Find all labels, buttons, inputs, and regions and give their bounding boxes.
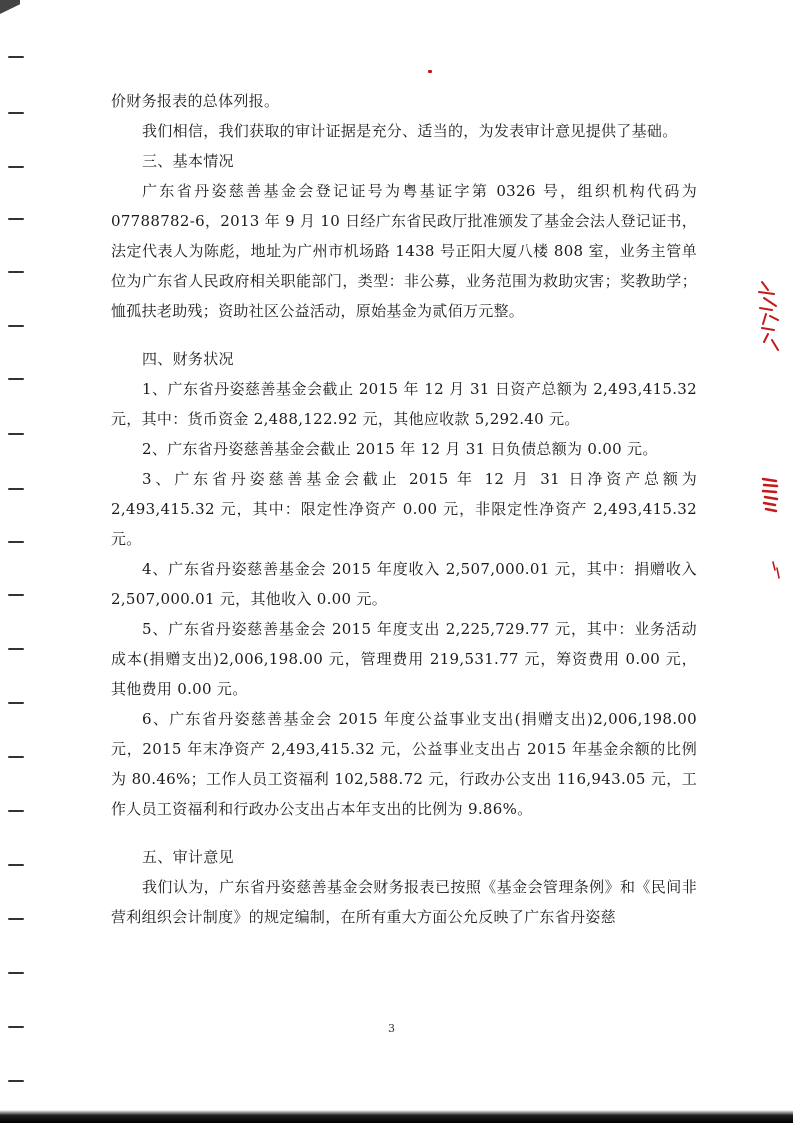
seal-stamp-fragment bbox=[754, 280, 784, 356]
binding-mark bbox=[8, 271, 24, 273]
binding-mark bbox=[8, 702, 24, 704]
seal-stamp-fragment bbox=[770, 560, 782, 580]
binding-mark bbox=[8, 756, 24, 758]
page-number: 3 bbox=[388, 1022, 395, 1035]
red-ink-dot bbox=[428, 70, 432, 73]
binding-mark bbox=[8, 378, 24, 380]
paragraph-public-welfare-spending: 6、广东省丹姿慈善基金会 2015 年度公益事业支出(捐赠支出)2,006,198.00 元，2015 年末净资产 2,493,415.32 元，公益事业支出占 2015 年基金余额的比例为 80.46%；工作人员工资福利 102,588.72 元，行政办公支出 116,943.05 元，工作人员工资福利和行政办公支出占本年支出的比例为 9.86%。 bbox=[111, 710, 697, 818]
paragraph-continuation: 价财务报表的总体列报。 bbox=[111, 92, 280, 110]
binding-mark bbox=[8, 218, 24, 220]
paragraph-basic-info: 广东省丹姿慈善基金会登记证号为粤基证字第 0326 号，组织机构代码为07788782-6，2013 年 9 月 10 日经广东省民政厅批准颁发了基金会法人登记证书，法定代表人为陈彪，地址为广州市机场路 1438 号正阳大厦八楼 808 室，业务主管单位为广东省人民政府相关职能部门，类型：非公募，业务范围为救助灾害；奖教助学；恤孤扶老助残；资助社区公益活动，原始基金为贰佰万元整。 bbox=[111, 182, 698, 320]
binding-mark bbox=[8, 325, 24, 327]
binding-mark bbox=[8, 1026, 24, 1028]
binding-mark bbox=[8, 166, 24, 168]
binding-mark bbox=[8, 648, 24, 650]
paragraph-audit-opinion: 我们认为，广东省丹姿慈善基金会财务报表已按照《基金会管理条例》和《民间非营利组织会计制度》的规定编制，在所有重大方面公允反映了广东省丹姿慈 bbox=[111, 878, 697, 926]
section-heading-audit-opinion: 五、审计意见 bbox=[142, 848, 234, 866]
scan-bottom-edge bbox=[0, 1110, 793, 1123]
seal-stamp-fragment bbox=[760, 477, 780, 513]
section-heading-basic-info: 三、基本情况 bbox=[142, 152, 234, 170]
binding-mark bbox=[8, 541, 24, 543]
paragraph-total-liabilities: 2、广东省丹姿慈善基金会截止 2015 年 12 月 31 日负债总额为 0.00 元。 bbox=[142, 440, 658, 458]
binding-mark bbox=[8, 433, 24, 435]
binding-mark bbox=[8, 488, 24, 490]
paragraph-net-assets: 3、广东省丹姿慈善基金会截止 2015 年 12 月 31 日净资产总额为 2,493,415.32 元，其中：限定性净资产 0.00 元，非限定性净资产 2,493,415.32 元。 bbox=[111, 470, 697, 548]
binding-mark bbox=[8, 112, 24, 114]
binding-mark bbox=[8, 594, 24, 596]
section-heading-financial-status: 四、财务状况 bbox=[142, 350, 234, 368]
binding-hole-marks bbox=[0, 0, 40, 1123]
paragraph-total-assets: 1、广东省丹姿慈善基金会截止 2015 年 12 月 31 日资产总额为 2,493,415.32 元，其中：货币资金 2,488,122.92 元，其他应收款 5,292.40 元。 bbox=[111, 380, 697, 428]
binding-mark bbox=[8, 56, 24, 58]
paragraph-audit-evidence: 我们相信，我们获取的审计证据是充分、适当的，为发表审计意见提供了基础。 bbox=[142, 122, 678, 140]
binding-mark bbox=[8, 810, 24, 812]
binding-mark bbox=[8, 864, 24, 866]
paragraph-income: 4、广东省丹姿慈善基金会 2015 年度收入 2,507,000.01 元，其中：捐赠收入 2,507,000.01 元，其他收入 0.00 元。 bbox=[111, 560, 697, 608]
binding-mark bbox=[8, 972, 24, 974]
binding-mark bbox=[8, 918, 24, 920]
binding-mark bbox=[8, 1080, 24, 1082]
paragraph-expenses: 5、广东省丹姿慈善基金会 2015 年度支出 2,225,729.77 元，其中：业务活动成本(捐赠支出)2,006,198.00 元，管理费用 219,531.77 元，筹资费用 0.00 元，其他费用 0.00 元。 bbox=[111, 620, 697, 698]
document-body bbox=[111, 86, 697, 932]
